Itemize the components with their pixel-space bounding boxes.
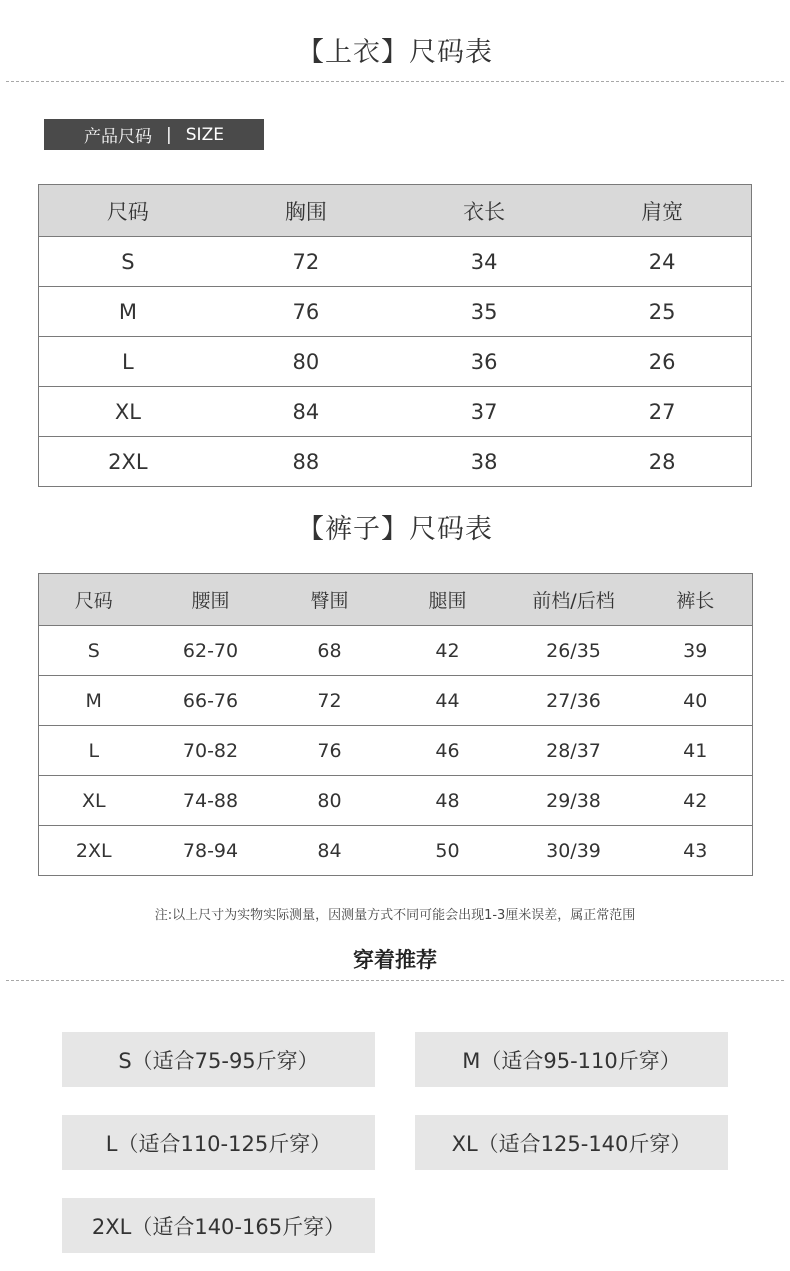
table-row [39,726,753,776]
table-cell: L [39,726,149,776]
tops-size-table [38,184,752,487]
table-cell: 38 [395,437,573,487]
table-cell: XL [39,387,217,437]
product-size-tag [44,119,264,150]
recommendation-l: L（适合110-125斤穿） [62,1115,375,1170]
recommendation-divider [6,980,784,981]
column-header: 胸围 [217,185,395,237]
table-cell: 80 [273,776,387,826]
table-cell: 80 [217,337,395,387]
table-cell: 68 [273,626,387,676]
table-cell: 46 [387,726,509,776]
column-header: 肩宽 [573,185,751,237]
table-cell: 72 [217,237,395,287]
table-row [39,776,753,826]
table-cell: 50 [387,826,509,876]
table-cell: 70-82 [149,726,273,776]
table-cell: 84 [273,826,387,876]
table-cell: 26 [573,337,751,387]
table-row [39,287,752,337]
table-cell: 41 [639,726,753,776]
column-header: 臀围 [273,574,387,626]
title-divider [6,81,784,82]
table-cell: L [39,337,217,387]
table-cell: 66-76 [149,676,273,726]
table-cell: 43 [639,826,753,876]
table-cell: M [39,287,217,337]
column-header: 腿围 [387,574,509,626]
wearing-recommendation-title: 穿着推荐 [353,948,437,972]
measurement-note: 注:以上尺寸为实物实际测量，因测量方式不同可能会出现1-3厘米误差，属正常范围 [154,908,636,923]
table-row [39,676,753,726]
table-cell: 2XL [39,437,217,487]
table-cell: 2XL [39,826,149,876]
table-cell: 35 [395,287,573,337]
table-cell: 62-70 [149,626,273,676]
table-cell: 37 [395,387,573,437]
table-cell: 39 [639,626,753,676]
table-cell: 48 [387,776,509,826]
column-header: 腰围 [149,574,273,626]
table-cell: 28/37 [509,726,639,776]
pants-size-chart-title: 【裤子】尺码表 [297,514,493,545]
table-cell: M [39,676,149,726]
table-cell: 76 [273,726,387,776]
table-cell: 26/35 [509,626,639,676]
column-header: 前档/后档 [509,574,639,626]
table-cell: S [39,626,149,676]
table-row [39,826,753,876]
column-header: 衣长 [395,185,573,237]
table-row [39,387,752,437]
column-header: 尺码 [39,574,149,626]
table-row [39,626,753,676]
recommendation-xl: XL（适合125-140斤穿） [415,1115,728,1170]
table-cell: 28 [573,437,751,487]
table-cell: 34 [395,237,573,287]
table-cell: 76 [217,287,395,337]
table-cell: 88 [217,437,395,487]
column-header: 尺码 [39,185,217,237]
table-cell: 42 [639,776,753,826]
table-cell: 25 [573,287,751,337]
table-row [39,237,752,287]
table-cell: 24 [573,237,751,287]
table-cell: 29/38 [509,776,639,826]
table-cell: 78-94 [149,826,273,876]
table-header-row [39,185,752,237]
tops-size-chart-title: 【上衣】尺码表 [297,37,493,68]
size-tag-en: SIZE [185,124,224,145]
pants-size-table [38,573,753,876]
table-row [39,437,752,487]
table-cell: 27 [573,387,751,437]
table-cell: 42 [387,626,509,676]
size-tag-cn: 产品尺码 [84,127,153,147]
table-row [39,337,752,387]
recommendation-m: M（适合95-110斤穿） [415,1032,728,1087]
table-cell: 36 [395,337,573,387]
recommendation-2xl: 2XL（适合140-165斤穿） [62,1198,375,1253]
recommendation-s: S（适合75-95斤穿） [62,1032,375,1087]
column-header: 裤长 [639,574,753,626]
table-cell: 40 [639,676,753,726]
table-cell: 44 [387,676,509,726]
table-cell: 30/39 [509,826,639,876]
table-cell: XL [39,776,149,826]
table-cell: 72 [273,676,387,726]
table-cell: S [39,237,217,287]
table-cell: 27/36 [509,676,639,726]
table-header-row [39,574,753,626]
table-cell: 84 [217,387,395,437]
table-cell: 74-88 [149,776,273,826]
size-tag-divider: | [166,124,172,145]
